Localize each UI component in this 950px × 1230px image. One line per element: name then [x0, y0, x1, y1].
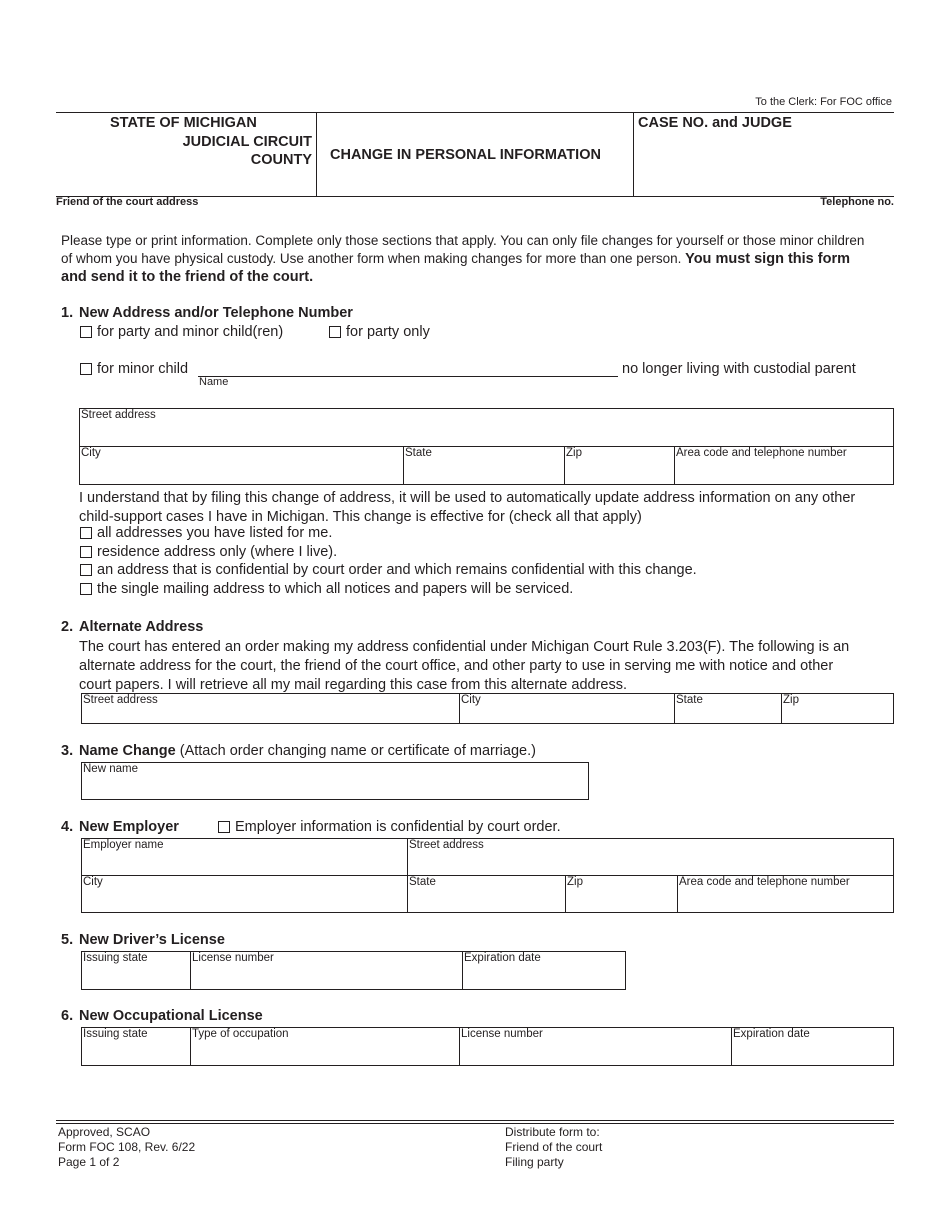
form-title: CHANGE IN PERSONAL INFORMATION [330, 147, 601, 163]
opt-party-only-label: for party only [346, 324, 430, 340]
header-divider-right [633, 112, 634, 196]
expiration-label: Expiration date [464, 952, 541, 964]
county: COUNTY [250, 152, 312, 168]
section1-street-field[interactable] [79, 408, 894, 446]
section2-title: Alternate Address [79, 619, 204, 635]
employer-confidential-label: Employer information is confidential by court order. [235, 819, 561, 835]
phone-label: Area code and telephone number [676, 447, 847, 459]
employer-zip-field[interactable] [565, 875, 677, 913]
state-of-michigan: STATE OF MICHIGAN [110, 115, 257, 131]
choice-all-label: all addresses you have listed for me. [97, 525, 333, 541]
checkbox-party-only[interactable] [329, 326, 341, 338]
employer-city-field[interactable] [81, 875, 407, 913]
section3-number: 3. [61, 743, 74, 759]
employer-state-field[interactable] [407, 875, 565, 913]
dl-expiration-field[interactable] [462, 951, 626, 990]
page-number: Page 1 of 2 [58, 1155, 120, 1169]
header-divider-left [316, 112, 317, 196]
section2-line2: alternate address for the court, the friend of the court office, and other party to use in serving me with notice and other [79, 658, 834, 674]
opt-party-children-label: for party and minor child(ren) [97, 324, 284, 340]
section1-state-field[interactable] [403, 446, 564, 485]
choice-confidential-label: an address that is confidential by court order and which remains confidential with this change. [97, 562, 697, 578]
choice-residence-label: residence address only (where I live). [97, 544, 338, 560]
employer-name-field[interactable] [81, 838, 407, 875]
instructions-line2 [61, 250, 901, 268]
section2-street-field[interactable] [81, 693, 459, 724]
section2-zip-field[interactable] [781, 693, 894, 724]
phone-label: Area code and telephone number [679, 876, 850, 888]
section2-city-field[interactable] [459, 693, 674, 724]
form-number: Form FOC 108, Rev. 6/22 [58, 1140, 196, 1154]
section3-note: (Attach order changing name or certificate of marriage.) [179, 743, 536, 759]
zip-label: Zip [566, 447, 582, 459]
dl-issuing-state-field[interactable] [81, 951, 190, 990]
checkbox-residence-only[interactable] [80, 546, 92, 558]
issuing-state-label: Issuing state [83, 1028, 148, 1040]
state-label: State [405, 447, 432, 459]
city-label: City [461, 694, 481, 706]
footer-distribution [505, 1125, 602, 1170]
state-label: State [409, 876, 436, 888]
no-longer-living-label: no longer living with custodial parent [622, 361, 856, 377]
choice-mailing-label: the single mailing address to which all notices and papers will be serviced. [97, 581, 574, 597]
section2-state-field[interactable] [674, 693, 781, 724]
footer-left [58, 1125, 195, 1170]
checkbox-confidential[interactable] [80, 564, 92, 576]
footer-rule-1 [56, 1120, 894, 1121]
distribute-label: Distribute form to: [505, 1125, 600, 1139]
ol-license-number-field[interactable] [459, 1027, 731, 1066]
city-label: City [81, 447, 101, 459]
street-label: Street address [409, 839, 484, 851]
header-top-rule [56, 112, 894, 113]
footer-rule-2 [56, 1123, 894, 1124]
understand-line2: child-support cases I have in Michigan. This change is effective for (check all that apply) [79, 509, 642, 525]
approved-scao: Approved, SCAO [58, 1125, 151, 1139]
expiration-label: Expiration date [733, 1028, 810, 1040]
dl-license-number-field[interactable] [190, 951, 462, 990]
section4-number: 4. [61, 819, 74, 835]
name-label: Name [199, 376, 229, 388]
city-label: City [83, 876, 103, 888]
section5-title: New Driver’s License [79, 932, 225, 948]
state-label: State [676, 694, 703, 706]
instructions [61, 232, 901, 286]
license-number-label: License number [461, 1028, 543, 1040]
checkbox-employer-confidential[interactable] [218, 821, 230, 833]
section6-number: 6. [61, 1008, 74, 1024]
case-no-label: CASE NO. and JUDGE [638, 115, 792, 131]
foc-address-label: Friend of the court address [56, 196, 199, 208]
ol-issuing-state-field[interactable] [81, 1027, 190, 1066]
section4-title: New Employer [79, 819, 179, 835]
checkbox-all-addresses[interactable] [80, 527, 92, 539]
ol-occupation-field[interactable] [190, 1027, 459, 1066]
distribute-filing-party: Filing party [505, 1155, 564, 1169]
must-sign-notice: You must sign this form [685, 251, 850, 267]
license-number-label: License number [192, 952, 274, 964]
checkbox-minor-child[interactable] [80, 363, 92, 375]
ol-expiration-field[interactable] [731, 1027, 894, 1066]
section1-phone-field[interactable] [674, 446, 894, 485]
section2-number: 2. [61, 619, 74, 635]
section2-line1: The court has entered an order making my address confidential under Michigan Court Rule 3.203(F). The following is an [79, 639, 850, 655]
occupation-label: Type of occupation [192, 1028, 289, 1040]
clerk-note: To the Clerk: For FOC office [755, 96, 892, 108]
section3-heading [79, 743, 536, 759]
zip-label: Zip [567, 876, 583, 888]
telephone-label: Telephone no. [820, 196, 894, 208]
employer-phone-field[interactable] [677, 875, 894, 913]
street-label: Street address [81, 409, 156, 421]
section1-city-field[interactable] [79, 446, 403, 485]
instructions-line3: and send it to the friend of the court. [61, 269, 314, 285]
issuing-state-label: Issuing state [83, 952, 148, 964]
section3-title: Name Change [79, 743, 176, 759]
section6-title: New Occupational License [79, 1008, 263, 1024]
section1-title: New Address and/or Telephone Number [79, 305, 353, 321]
understand-line1: I understand that by filing this change of address, it will be used to automatically update address information on any other [79, 490, 856, 506]
section1-number: 1. [61, 305, 74, 321]
zip-label: Zip [783, 694, 799, 706]
distribute-foc: Friend of the court [505, 1140, 603, 1154]
checkbox-party-children[interactable] [80, 326, 92, 338]
minor-child-name-field[interactable] [198, 376, 618, 377]
instructions-line1: Please type or print information. Complete only those sections that apply. You can only file changes for yourself or those minor children [61, 233, 865, 248]
street-label: Street address [83, 694, 158, 706]
checkbox-mailing[interactable] [80, 583, 92, 595]
opt-minor-child-label: for minor child [97, 361, 189, 377]
section2-text [79, 638, 909, 695]
judicial-circuit: JUDICIAL CIRCUIT [182, 134, 312, 150]
understand-text [79, 489, 909, 527]
employer-street-field[interactable] [407, 838, 894, 875]
section1-zip-field[interactable] [564, 446, 674, 485]
section5-number: 5. [61, 932, 74, 948]
instructions-line2a: of whom you have physical custody. Use another form when making changes for more than one person. [61, 251, 682, 266]
new-name-label: New name [83, 763, 138, 775]
employer-name-label: Employer name [83, 839, 164, 851]
section2-line3: court papers. I will retrieve all my mail regarding this case from this alternate address. [79, 677, 627, 693]
